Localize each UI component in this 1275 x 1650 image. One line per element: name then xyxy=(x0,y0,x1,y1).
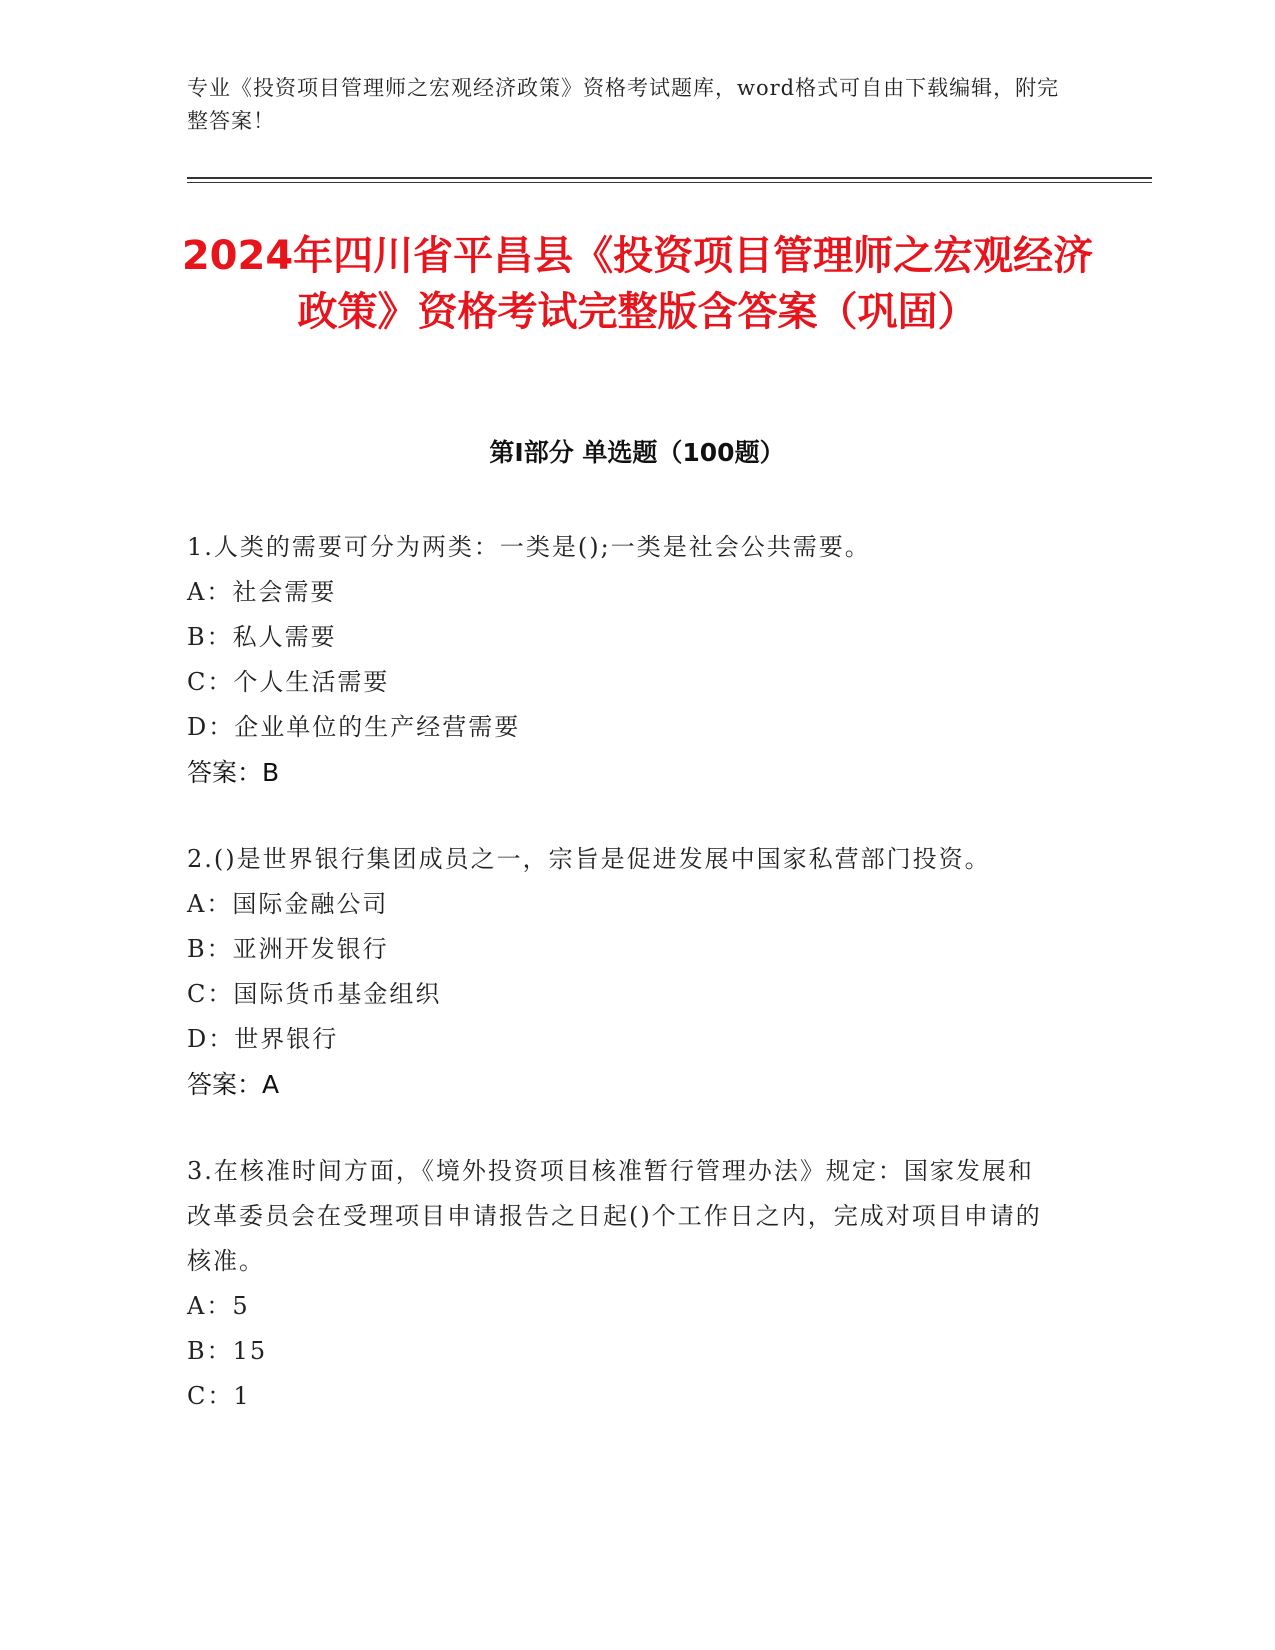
question-2 xyxy=(187,837,1057,1107)
option-a: A：社会需要 xyxy=(187,578,337,606)
header-note: 专业《投资项目管理师之宏观经济政策》资格考试题库，word格式可自由下载编辑，附完整答案！ xyxy=(187,76,1060,133)
question-stem: 2.()是世界银行集团成员之一，宗旨是促进发展中国家私营部门投资。 xyxy=(187,845,991,873)
header-divider xyxy=(187,177,1152,183)
option-d: D：企业单位的生产经营需要 xyxy=(187,713,521,741)
question-stem: 1.人类的需要可分为两类：一类是();一类是社会公共需要。 xyxy=(187,533,871,561)
option-c: C：国际货币基金组织 xyxy=(187,980,442,1008)
option-b: B：亚洲开发银行 xyxy=(187,935,389,963)
option-b: B：私人需要 xyxy=(187,623,337,651)
document-title: 2024年四川省平昌县《投资项目管理师之宏观经济政策》资格考试完整版含答案（巩固） xyxy=(181,233,1094,335)
option-b: B：15 xyxy=(187,1337,268,1365)
answer: 答案：B xyxy=(187,758,280,787)
option-a: A：5 xyxy=(187,1292,250,1320)
section-title: 第Ⅰ部分 单选题（100题） xyxy=(489,438,785,467)
question-3 xyxy=(187,1149,1057,1419)
answer: 答案：A xyxy=(187,1070,280,1099)
option-c: C：1 xyxy=(187,1382,251,1410)
option-c: C：个人生活需要 xyxy=(187,668,390,696)
option-d: D：世界银行 xyxy=(187,1025,339,1053)
question-stem: 3.在核准时间方面，《境外投资项目核准暂行管理办法》规定：国家发展和改革委员会在受理项目申请报告之日起()个工作日之内，完成对项目申请的核准。 xyxy=(187,1157,1042,1275)
question-1 xyxy=(187,525,1057,795)
question-list xyxy=(187,525,1057,1461)
option-a: A：国际金融公司 xyxy=(187,890,389,918)
